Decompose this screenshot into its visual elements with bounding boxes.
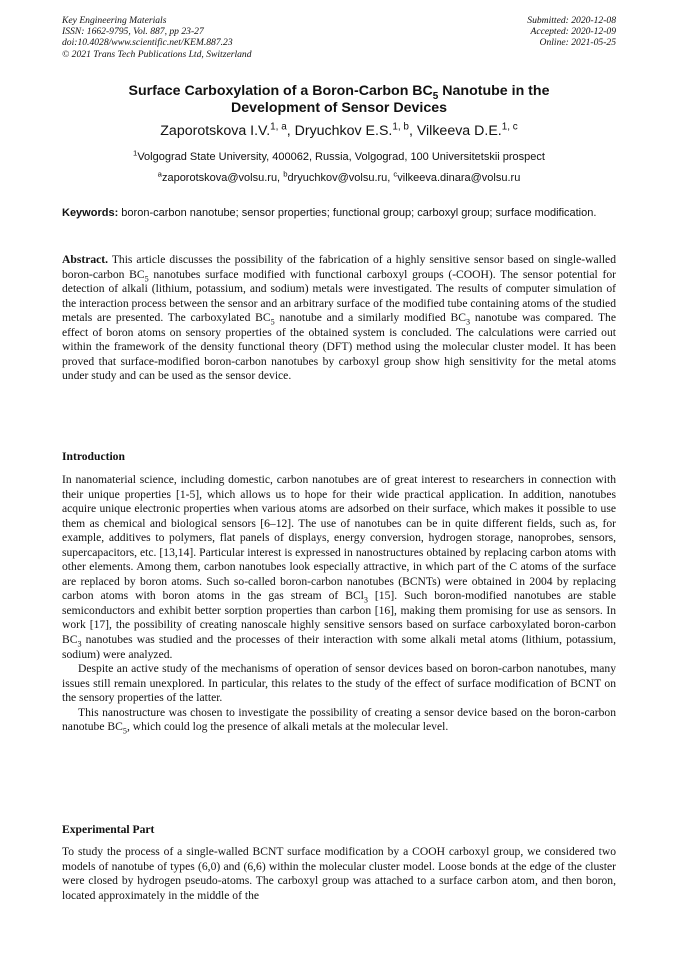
introduction-heading: Introduction	[62, 450, 125, 463]
affiliation	[62, 148, 616, 164]
introduction-body	[62, 473, 616, 735]
dates-header	[527, 15, 616, 49]
accepted-date: Accepted: 2020-12-09	[530, 26, 616, 38]
author-1: Zaporotskova I.V.	[160, 123, 271, 139]
email-b: dryuchkov@volsu.ru,	[287, 172, 394, 184]
copyright-line: © 2021 Trans Tech Publications Ltd, Switzerland	[62, 48, 252, 60]
intro-p3-text-2: , which could log the presence of alkali metals at the molecular level.	[126, 720, 449, 734]
abstract-text-2: nanotubes surface modified with functional carboxyl groups (-COOH). The sensor potential for detection of alkali (lithium, potassium, and sodium) metals were investigated. The results of computer simulation of the interaction process between the sensor and an arbitrary surface of the modified tube containing atoms of the studied metals are presented. The carboxylated BC	[62, 267, 616, 325]
intro-p1-text-1: In nanomaterial science, including domestic, carbon nanotubes are of great interest to researchers in connection with their unique properties [1-5], which allows us to hope for their wide practical application. In addition, nanotubes acquire unique electronic properties when various atoms are adsorbed on their surface, which makes it possible to use them as chemical and biological sensors [6–12]. The use of nanotubes can be in quite different fields, such as, for example, additives to polymers, flat panels of displays, energy conversion, hydrogen storage, nanoprobes, sensors, supercapacitors, etc. [13,14]. Particular interest is expressed in nanostructures obtained by replacing carbon atoms with other elements. Among them, carbon nanotubes look especially attractive, in which part of the C atoms of the surface are replaced by boron atoms. Such so-called boron-carbon nanotubes (BCNTs) were obtained in 2004 by replacing carbon atoms with boron atoms in the gas stream of BCl	[62, 473, 616, 603]
affiliation-text: Volgograd State University, 400062, Russia, Volgograd, 100 Universitetskii prospect	[137, 151, 545, 163]
experimental-paragraph-1: To study the process of a single-walled BCNT surface modification by a COOH carboxyl group, we considered two models of nanotube of types (6,0) and (6,6) within the molecular cluster model. Loose bonds at the edge of the cluster were closed by hydrogen pseudo-atoms. The carboxyl group was attached to a surface carbon atom, and then boron, located approximately in the middle of the	[62, 845, 616, 902]
intro-p3-sub-1: 5	[122, 726, 127, 736]
paper-title	[62, 83, 616, 117]
abstract-block	[62, 253, 616, 384]
doi-line: doi:10.4028/www.scientific.net/KEM.887.23	[62, 37, 233, 49]
intro-paragraph-1	[62, 473, 616, 662]
author-3: , Vilkeeva D.E.	[408, 123, 502, 139]
title-line1: Surface Carboxylation of a Boron-Carbon BC	[128, 83, 433, 99]
intro-p3-text-1: This nanostructure was chosen to investigate the possibility of creating a sensor device based on the boron-carbon nanotube BC	[62, 705, 616, 734]
email-b-sup: b	[283, 169, 288, 179]
title-line1-end: Nanotube in the	[438, 83, 550, 99]
keywords-label: Keywords:	[62, 207, 119, 219]
issn-line: ISSN: 1662-9795, Vol. 887, pp 23-27	[62, 26, 204, 38]
experimental-heading: Experimental Part	[62, 823, 155, 836]
abstract-label: Abstract.	[62, 253, 109, 266]
email-line	[62, 169, 616, 185]
author-2-sup: 1, b	[392, 121, 409, 133]
abstract-sub-2: 5	[270, 317, 275, 327]
author-3-sup: 1, c	[501, 121, 518, 133]
submitted-date: Submitted: 2020-12-08	[527, 15, 616, 26]
author-2: , Dryuchkov E.S.	[286, 123, 393, 139]
journal-header	[62, 15, 252, 60]
authors-line	[62, 123, 616, 140]
affiliation-sup: 1	[133, 148, 138, 158]
abstract-text-1: This article discusses the possibility of the fabrication of a highly sensitive sensor based on single-walled boron-carbon BC	[62, 253, 616, 281]
journal-name: Key Engineering Materials	[62, 15, 167, 26]
keywords-block	[62, 206, 616, 220]
intro-p1-sub-1: 3	[363, 595, 368, 605]
author-1-sup: 1, a	[270, 121, 287, 133]
title-subscript: 5	[432, 90, 439, 102]
abstract-sub-3: 3	[466, 317, 471, 327]
abstract-paragraph	[62, 253, 616, 384]
intro-p1-text-2: [15]. Such boron-modified nanotubes are stable semiconductors and exhibit better sorption properties than carbon [16], making them promising for use as sensors. In work [17], the possibility of creating nanoscale highly sensitive sensors based on surface carboxylated boron-carbon BC	[62, 589, 616, 647]
intro-p1-text-3: nanotubes was studied and the processes of their interaction with some alkali metal atoms (lithium, potassium, sodium) were analyzed.	[62, 633, 616, 661]
email-c-sup: c	[393, 169, 398, 179]
keywords-text: boron-carbon nanotube; sensor properties; functional group; carboxyl group; surface modification.	[118, 207, 597, 219]
online-date: Online: 2021-05-25	[539, 37, 616, 49]
email-a: zaporotskova@volsu.ru,	[161, 172, 284, 184]
intro-paragraph-2: Despite an active study of the mechanisms of operation of sensor devices based on boron-carbon nanotubes, many issues still remain unexplored. In particular, this relates to the study of the effect of surface modification of BCNT on the sensory properties of the latter.	[62, 662, 616, 705]
abstract-text-3: nanotube and a similarly modified BC	[274, 311, 467, 325]
email-c: vilkeeva.dinara@volsu.ru	[397, 172, 521, 184]
intro-p1-sub-2: 3	[77, 639, 82, 649]
intro-paragraph-3	[62, 706, 616, 735]
abstract-sub-1: 5	[144, 273, 149, 283]
title-line2: Development of Sensor Devices	[230, 100, 448, 116]
experimental-body	[62, 845, 616, 903]
email-a-sup: a	[157, 169, 162, 179]
abstract-text-4: nanotube was compared. The effect of boron atoms on sensory properties of the obtained system is concluded. The calculations were carried out within the framework of the density functional theory (DFT) method using the molecular cluster model. It has been proved that surface-modified boron-carbon nanotubes by carboxyl group show high sensitivity for the metal atoms under study and can be used as the sensor device.	[62, 311, 616, 383]
